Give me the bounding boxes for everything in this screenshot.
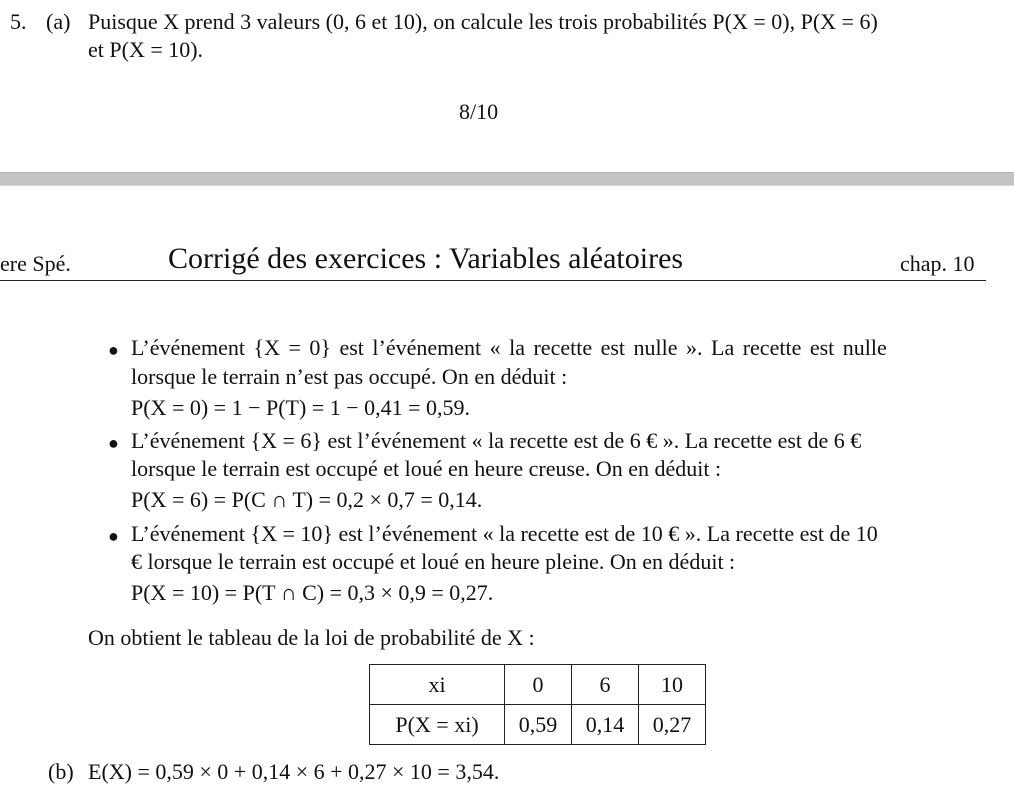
bullet-dot: ● [108, 340, 119, 360]
bullet-2-formula: P(X = 6) = P(C ∩ T) = 0,2 × 0,7 = 0,14. [131, 487, 483, 512]
table-intro: On obtient le tableau de la loi de probabilité de X : [88, 625, 535, 650]
bullet-1-formula: P(X = 0) = 1 − P(T) = 1 − 0,41 = 0,59. [131, 395, 471, 420]
bullet-3-line-2: € lorsque le terrain est occupé et loué en heure pleine. On en déduit : [131, 549, 736, 574]
table-cell: P(X = xi) [370, 705, 505, 745]
page-number: 8/10 [459, 99, 499, 124]
table-row [370, 665, 706, 705]
bullet-2-line-1: L’événement {X = 6} est l’événement « la recette est de 6 € ». La recette est de 6 € [131, 428, 862, 453]
table-cell: 0,27 [639, 705, 706, 745]
probability-table [369, 664, 706, 745]
sub-item-b: (b) [48, 759, 74, 784]
bullet-dot: ● [108, 433, 119, 453]
item-number: 5. [10, 9, 27, 34]
table-cell: 0,59 [505, 705, 572, 745]
table-cell: 10 [639, 665, 706, 705]
bullet-3-line-1: L’événement {X = 10} est l’événement « la recette est de 10 € ». La recette est de 10 [131, 521, 878, 546]
header-left: ere Spé. [0, 251, 71, 276]
header-right: chap. 10 [900, 251, 975, 276]
table-cell: 0,14 [572, 705, 639, 745]
question-line-2: et P(X = 10). [88, 37, 204, 62]
bullet-1-line-1: L’événement {X = 0} est l’événement « la recette est nulle ». La recette est nulle [131, 335, 887, 360]
bullet-1-line-2: lorsque le terrain n’est pas occupé. On en déduit : [131, 364, 568, 389]
bullet-2-line-2: lorsque le terrain est occupé et loué en heure creuse. On en déduit : [131, 456, 722, 481]
sub-item-a: (a) [46, 9, 71, 34]
header-rule [0, 280, 986, 281]
table-row [370, 705, 706, 745]
question-line-1: Puisque X prend 3 valeurs (0, 6 et 10), on calcule les trois probabilités P(X = 0), P(X = 6) [88, 9, 878, 34]
bullet-3-formula: P(X = 10) = P(T ∩ C) = 0,3 × 0,9 = 0,27. [131, 580, 494, 605]
page-separator [0, 172, 1014, 186]
page-title: Corrigé des exercices : Variables aléatoires [168, 242, 684, 275]
table-cell: xi [370, 665, 505, 705]
expectation-formula: E(X) = 0,59 × 0 + 0,14 × 6 + 0,27 × 10 = 3,54. [88, 759, 500, 784]
table-cell: 0 [505, 665, 572, 705]
table-cell: 6 [572, 665, 639, 705]
bullet-dot: ● [108, 526, 119, 546]
